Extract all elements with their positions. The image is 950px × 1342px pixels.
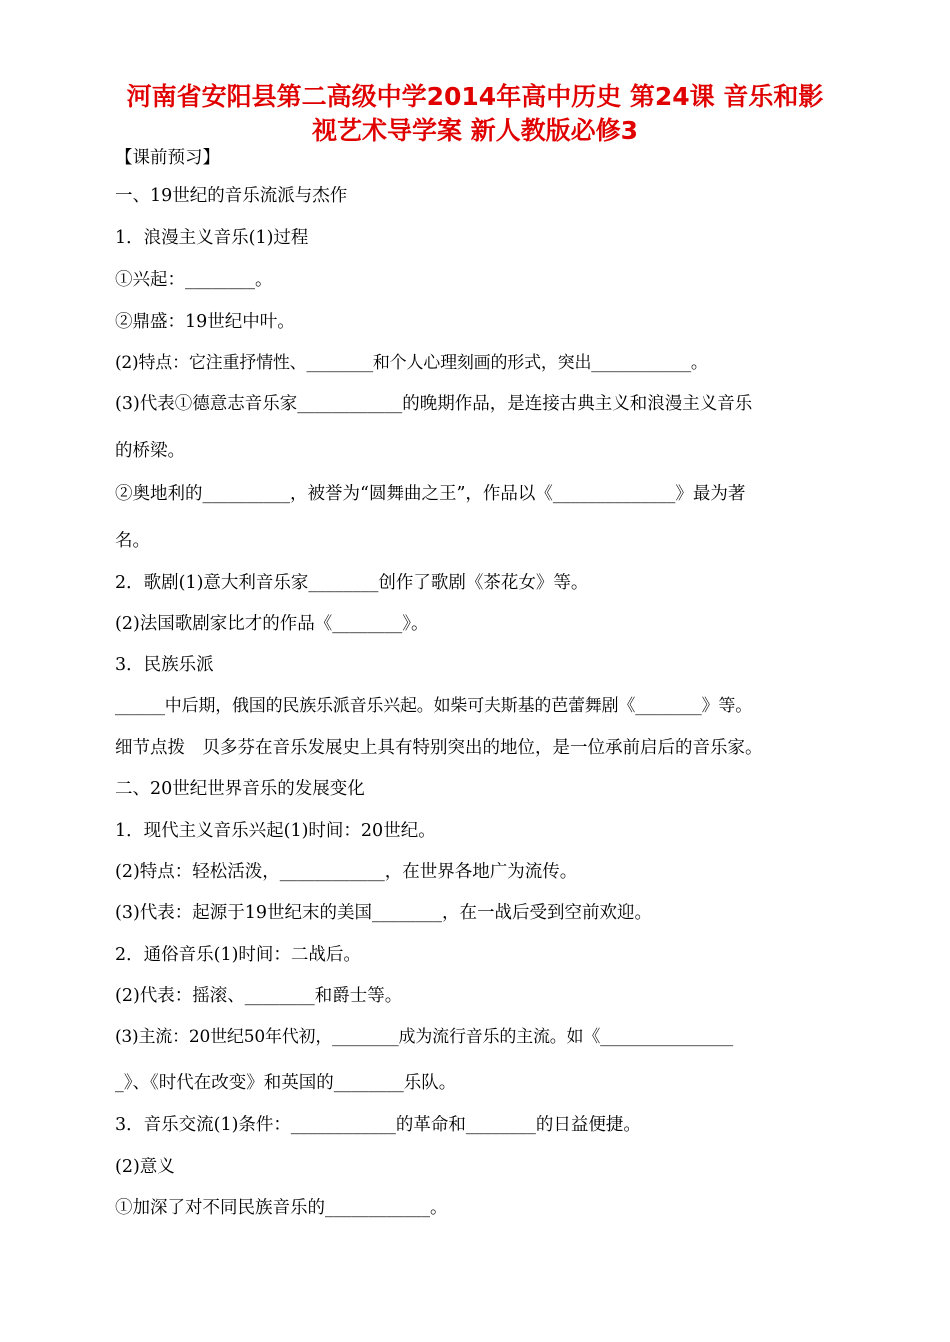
text-line: _》、《时代在改变》和英国的________乐队。 [115, 1073, 457, 1093]
text-line: ①兴起：________。 [115, 270, 273, 290]
title-line-1: 河南省安阳县第二高级中学2014年高中历史 第24课 音乐和影 [126, 82, 824, 111]
text-line: ①加深了对不同民族音乐的____________。 [115, 1198, 448, 1218]
text-line: (3)代表：起源于19世纪末的美国________，在一战后受到空前欢迎。 [115, 903, 653, 923]
text-line: 名。 [115, 531, 150, 551]
text-line: 2．通俗音乐(1)时间：二战后。 [115, 945, 361, 965]
text-line: (2)意义 [115, 1157, 175, 1177]
text-line: ②奥地利的__________，被誉为“圆舞曲之王”，作品以《______________》最为著 [115, 484, 746, 504]
text-line: (2)法国歌剧家比才的作品《________》。 [115, 614, 429, 634]
text-line: 细节点拨 贝多芬在音乐发展史上具有特别突出的地位，是一位承前启后的音乐家。 [115, 738, 763, 758]
text-line: (2)代表：摇滚、________和爵士等。 [115, 986, 403, 1006]
text-line: 1．浪漫主义音乐(1)过程 [115, 228, 309, 248]
text-line: 3．民族乐派 [115, 655, 214, 675]
text-line: (2)特点：它注重抒情性、________和个人心理刻画的形式，突出____________。 [115, 353, 708, 373]
heading-19th-century-music: 一、19世纪的音乐流派与杰作 [115, 186, 348, 206]
text-line: 的桥梁。 [115, 441, 185, 461]
text-line: (2)特点：轻松活泼，____________，在世界各地广为流传。 [115, 862, 578, 882]
heading-20th-century-music: 二、20世纪世界音乐的发展变化 [115, 779, 365, 799]
text-line: ②鼎盛：19世纪中叶。 [115, 312, 295, 332]
section-heading-preview: 【课前预习】 [115, 148, 220, 168]
text-line: (3)主流：20世纪50年代初，________成为流行音乐的主流。如《________________ [115, 1027, 733, 1047]
text-line: (3)代表①德意志音乐家____________的晚期作品，是连接古典主义和浪漫主义音乐 [115, 394, 753, 414]
text-line: ______中后期，俄国的民族乐派音乐兴起。如柴可夫斯基的芭蕾舞剧《________》等。 [115, 696, 752, 716]
document-title [100, 80, 850, 148]
text-line: 2．歌剧(1)意大利音乐家________创作了歌剧《茶花女》等。 [115, 573, 589, 593]
title-line-2: 视艺术导学案 新人教版必修3 [311, 116, 639, 145]
text-line: 1．现代主义音乐兴起(1)时间：20世纪。 [115, 821, 436, 841]
text-line: 3．音乐交流(1)条件：____________的革命和________的日益便捷。 [115, 1115, 641, 1135]
